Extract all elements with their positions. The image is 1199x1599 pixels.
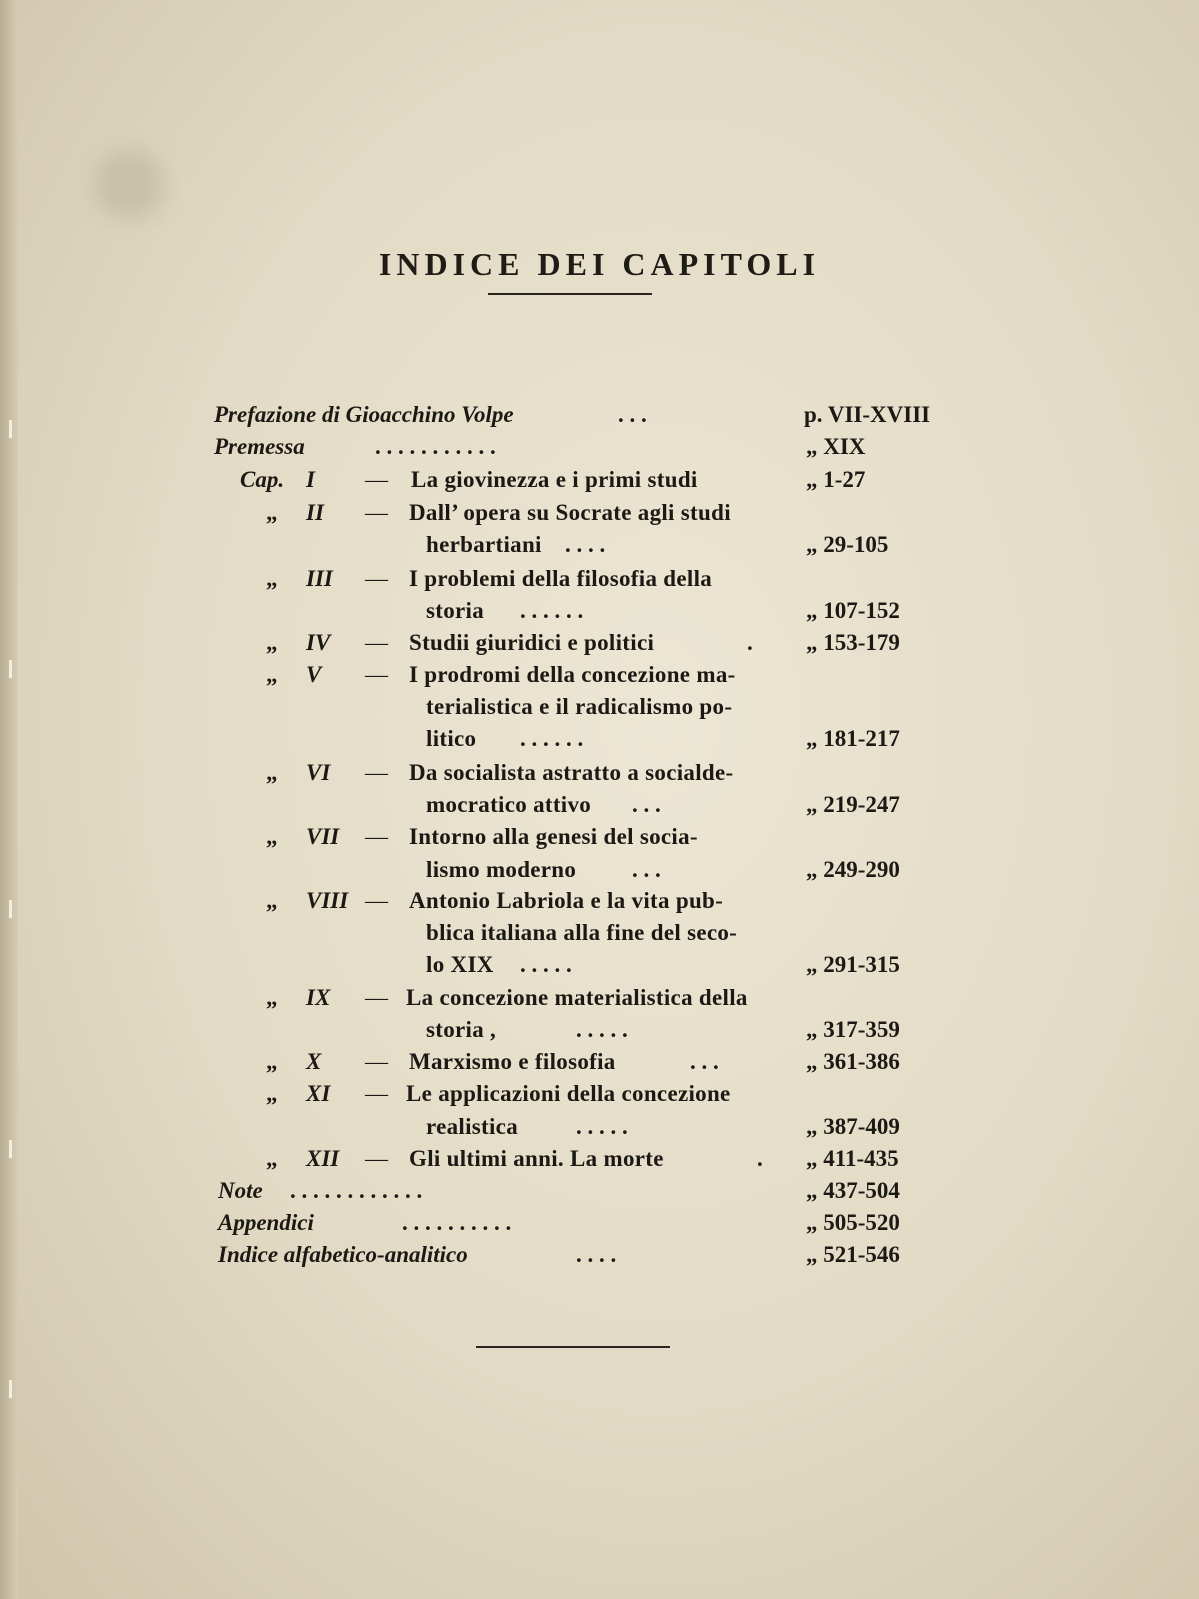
chapter-title-cont: herbartiani bbox=[426, 532, 542, 557]
entry-label: Cap. bbox=[240, 467, 285, 492]
chapter-number: V bbox=[306, 662, 322, 687]
ditto-mark: „ bbox=[266, 824, 278, 849]
chapter-title: La concezione materialistica della bbox=[406, 985, 748, 1010]
dash: — bbox=[365, 566, 388, 591]
chapter-number: XI bbox=[306, 1081, 331, 1106]
page-range: p. VII-XVIII bbox=[804, 402, 931, 427]
page-range: „ 361-386 bbox=[806, 1049, 900, 1074]
toc-entry-chapter-4 bbox=[0, 626, 1199, 660]
page-range: „ 437-504 bbox=[806, 1178, 900, 1203]
chapter-title-cont: storia , bbox=[426, 1017, 497, 1042]
leader-dots: . . . bbox=[618, 402, 647, 427]
toc-entry-chapter-8 bbox=[0, 884, 1199, 918]
page-range: „ 249-290 bbox=[806, 857, 900, 882]
ditto-mark: „ bbox=[266, 662, 278, 687]
leader-dots: . . . . . bbox=[520, 952, 572, 977]
page-range: „ 505-520 bbox=[806, 1210, 900, 1235]
chapter-title: Da socialista astratto a socialde- bbox=[409, 760, 734, 785]
ditto-mark: „ bbox=[266, 760, 278, 785]
chapter-title-cont: realistica bbox=[426, 1114, 518, 1139]
leader-dots: . . . . . . . . . . . . bbox=[290, 1178, 423, 1203]
leader-dots: . . . . . . bbox=[520, 726, 584, 751]
dash: — bbox=[365, 1081, 388, 1106]
chapter-number: XII bbox=[306, 1146, 340, 1171]
toc-entry-prefazione bbox=[0, 398, 1199, 432]
dash: — bbox=[365, 1049, 388, 1074]
ditto-mark: „ bbox=[266, 1146, 278, 1171]
page-range: „ XIX bbox=[806, 434, 866, 459]
page-range: „ 317-359 bbox=[806, 1017, 900, 1042]
leader-dots: . bbox=[757, 1146, 763, 1171]
chapter-number: VIII bbox=[306, 888, 349, 913]
ditto-mark: „ bbox=[266, 500, 278, 525]
chapter-title: Le applicazioni della concezione bbox=[406, 1081, 731, 1106]
toc-entry-indice bbox=[0, 1238, 1199, 1272]
leader-dots: . . . . bbox=[576, 1242, 617, 1267]
toc-entry-chapter-2-cont bbox=[0, 528, 1199, 562]
leader-dots: . . . . . bbox=[576, 1114, 628, 1139]
chapter-title: Intorno alla genesi del socia- bbox=[409, 824, 698, 849]
chapter-number: III bbox=[306, 566, 333, 591]
chapter-title: Studii giuridici e politici bbox=[409, 630, 655, 655]
chapter-number: I bbox=[306, 467, 315, 492]
toc-entry-premessa bbox=[0, 430, 1199, 464]
leader-dots: . . . . . . . . . . bbox=[402, 1210, 512, 1235]
chapter-title: Gli ultimi anni. La morte bbox=[409, 1146, 664, 1171]
chapter-title-cont: terialistica e il radicalismo po- bbox=[426, 694, 733, 719]
toc-entry-chapter-12 bbox=[0, 1142, 1199, 1176]
dash: — bbox=[365, 888, 388, 913]
leader-dots: . . . . . . . . . . . bbox=[375, 434, 496, 459]
toc-entry-chapter-2 bbox=[0, 496, 1199, 530]
toc-entry-appendici bbox=[0, 1206, 1199, 1240]
chapter-title: I problemi della filosofia della bbox=[409, 566, 713, 591]
dash: — bbox=[365, 760, 388, 785]
page-range: „ 107-152 bbox=[806, 598, 900, 623]
leader-dots: . . . . . bbox=[576, 1017, 628, 1042]
page-range: „ 181-217 bbox=[806, 726, 900, 751]
toc-entry-chapter-5-cont bbox=[0, 690, 1199, 724]
toc-entry-chapter-5 bbox=[0, 658, 1199, 692]
leader-dots: . . . bbox=[632, 792, 661, 817]
toc-entry-chapter-9-cont bbox=[0, 1013, 1199, 1047]
chapter-title: Marxismo e filosofia bbox=[409, 1049, 616, 1074]
page-range: „ 291-315 bbox=[806, 952, 900, 977]
dash: — bbox=[365, 1146, 388, 1171]
entry-label: Indice alfabetico-analitico bbox=[218, 1242, 468, 1267]
toc-entry-chapter-7 bbox=[0, 820, 1199, 854]
chapter-number: VI bbox=[306, 760, 331, 785]
ditto-mark: „ bbox=[266, 1049, 278, 1074]
entry-label: Note bbox=[218, 1178, 263, 1203]
toc-entry-chapter-3-cont bbox=[0, 594, 1199, 628]
toc-entry-chapter-8-cont bbox=[0, 916, 1199, 950]
chapter-number: II bbox=[306, 500, 324, 525]
leader-dots: . . . bbox=[690, 1049, 719, 1074]
leader-dots: . . . bbox=[632, 857, 661, 882]
toc-entry-chapter-5-cont bbox=[0, 722, 1199, 756]
closing-rule bbox=[476, 1346, 670, 1348]
chapter-title-cont: litico bbox=[426, 726, 477, 751]
ditto-mark: „ bbox=[266, 888, 278, 913]
ditto-mark: „ bbox=[266, 630, 278, 655]
page-range: „ 219-247 bbox=[806, 792, 900, 817]
toc-entry-chapter-8-cont bbox=[0, 948, 1199, 982]
toc-entry-chapter-3 bbox=[0, 562, 1199, 596]
toc-entry-chapter-10 bbox=[0, 1045, 1199, 1079]
chapter-title: Antonio Labriola e la vita pub- bbox=[409, 888, 724, 913]
leader-dots: . . . . . . bbox=[520, 598, 584, 623]
entry-label: Premessa bbox=[214, 434, 305, 459]
page-range: „ 153-179 bbox=[806, 630, 900, 655]
dash: — bbox=[365, 630, 388, 655]
chapter-title-cont: lismo moderno bbox=[426, 857, 577, 882]
dash: — bbox=[365, 985, 388, 1010]
chapter-title-cont: lo XIX bbox=[426, 952, 494, 977]
toc-entry-chapter-1 bbox=[0, 463, 1199, 497]
chapter-number: IX bbox=[306, 985, 331, 1010]
toc-entry-chapter-6 bbox=[0, 756, 1199, 790]
chapter-number: VII bbox=[306, 824, 340, 849]
page-range: „ 387-409 bbox=[806, 1114, 900, 1139]
entry-label: Appendici bbox=[218, 1210, 314, 1235]
page-range: „ 521-546 bbox=[806, 1242, 900, 1267]
page-range: „ 411-435 bbox=[806, 1146, 899, 1171]
ditto-mark: „ bbox=[266, 566, 278, 591]
toc-entry-chapter-6-cont bbox=[0, 788, 1199, 822]
dash: — bbox=[365, 824, 388, 849]
toc-entry-note bbox=[0, 1174, 1199, 1208]
chapter-number: IV bbox=[306, 630, 331, 655]
page-range: „ 1-27 bbox=[806, 467, 866, 492]
chapter-title: Dall’ opera su Socrate agli studi bbox=[409, 500, 731, 525]
chapter-number: X bbox=[306, 1049, 322, 1074]
chapter-title: I prodromi della concezione ma- bbox=[409, 662, 736, 687]
ditto-mark: „ bbox=[266, 1081, 278, 1106]
page-title: INDICE DEI CAPITOLI bbox=[378, 246, 821, 282]
toc-entry-chapter-9 bbox=[0, 981, 1199, 1015]
leader-dots: . . . . bbox=[565, 532, 606, 557]
dash: — bbox=[365, 662, 388, 687]
toc-entry-chapter-11-cont bbox=[0, 1110, 1199, 1144]
toc-entry-chapter-11 bbox=[0, 1077, 1199, 1111]
chapter-title-cont: mocratico attivo bbox=[426, 792, 592, 817]
dash: — bbox=[365, 500, 388, 525]
dash: — bbox=[365, 467, 388, 492]
chapter-title-cont: storia bbox=[426, 598, 485, 623]
page-range: „ 29-105 bbox=[806, 532, 889, 557]
chapter-title: La giovinezza e i primi studi bbox=[411, 467, 698, 492]
chapter-title-cont: blica italiana alla fine del seco- bbox=[426, 920, 738, 945]
leader-dots: . bbox=[747, 630, 753, 655]
entry-label: Prefazione di Gioacchino Volpe bbox=[214, 402, 514, 427]
toc-entry-chapter-7-cont bbox=[0, 853, 1199, 887]
ditto-mark: „ bbox=[266, 985, 278, 1010]
